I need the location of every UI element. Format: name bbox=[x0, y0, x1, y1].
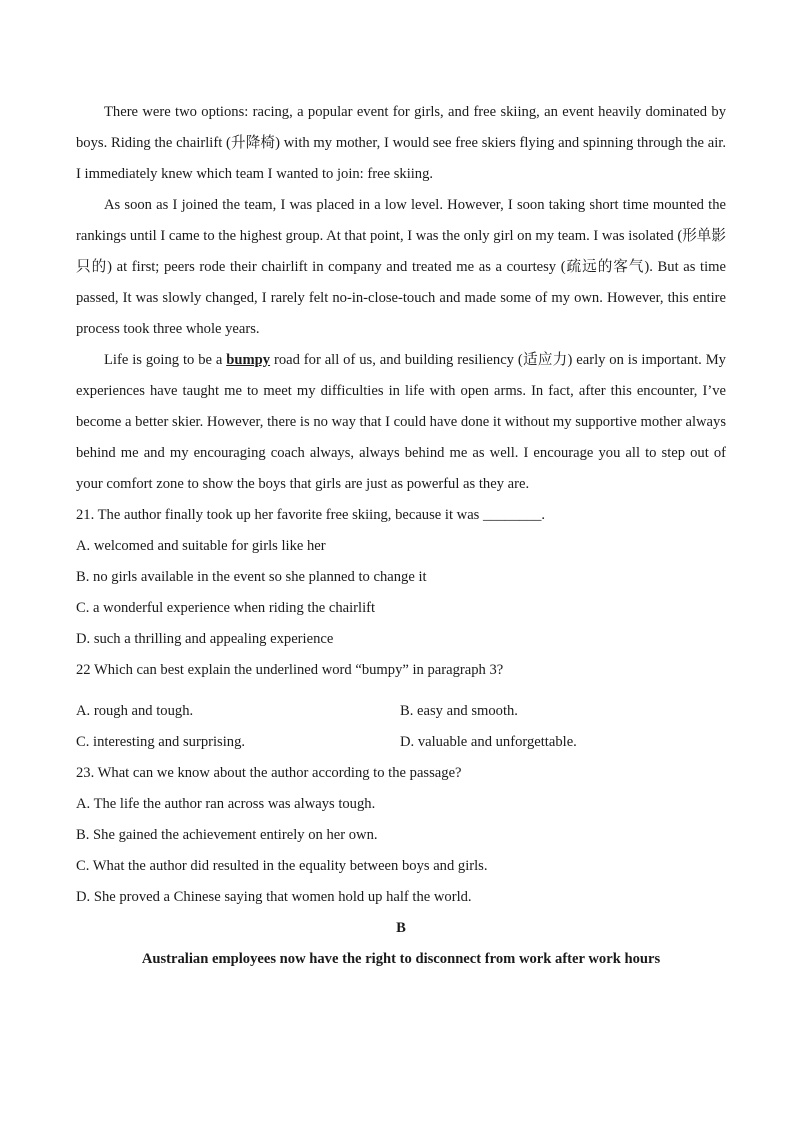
question-21-option-d: D. such a thrilling and appealing experience bbox=[76, 631, 334, 647]
question-22-options-row-2 bbox=[76, 727, 726, 758]
question-23-option-a: A. The life the author ran across was always tough. bbox=[76, 796, 376, 812]
question-23-option-d: D. She proved a Chinese saying that women hold up half the world. bbox=[76, 889, 472, 905]
passage-paragraph-2: As soon as I joined the team, I was placed in a low level. However, I soon taking short time mounted the rankings until I came to the highest group. At that point, I was the only girl on my team. I was isolated (形单影只的) at first; peers rode their chairlift in company and treated me as a courtesy (疏远的客气). But as time passed, It was slowly changed, I rarely felt no-in-close-touch and made some of my own. However, this entire process took three whole years. bbox=[76, 197, 726, 337]
question-22-options-row-1 bbox=[76, 696, 726, 727]
passage-paragraph-1: There were two options: racing, a popular event for girls, and free skiing, an event heavily dominated by boys. Riding the chairlift (升降椅) with my mother, I would see free skiers flying and spinning through the air. I immediately knew which team I wanted to join: free skiing. bbox=[76, 104, 726, 182]
paragraph-3-text-end: road for all of us, and building resiliency (适应力) early on is important. My experiences have taught me to meet my difficulties in life with open arms. In fact, after this encounter, I’ve become a better skier. However, there is no way that I could have done it without my supportive mother always behind me and my encouraging coach always, always behind me as well. I encourage you all to step out of your comfort zone to show the boys that girls are just as powerful as they are. bbox=[76, 352, 726, 492]
underlined-keyword: bumpy bbox=[226, 352, 271, 368]
section-b-letter: B bbox=[396, 920, 406, 936]
question-23-option-b: B. She gained the achievement entirely on her own. bbox=[76, 827, 378, 843]
question-22-option-d: D. valuable and unforgettable. bbox=[400, 734, 577, 750]
document-page bbox=[76, 97, 726, 975]
question-23-option-c: C. What the author did resulted in the equality between boys and girls. bbox=[76, 858, 488, 874]
question-22-option-c: C. interesting and surprising. bbox=[76, 734, 246, 750]
passage-paragraph-3 bbox=[76, 345, 726, 500]
question-21-option-c: C. a wonderful experience when riding the chairlift bbox=[76, 600, 376, 616]
question-21-option-b: B. no girls available in the event so she planned to change it bbox=[76, 569, 427, 585]
section-b-title: Australian employees now have the right to disconnect from work after work hours bbox=[141, 951, 661, 967]
question-22-stem: 22 Which can best explain the underlined word “bumpy” in paragraph 3? bbox=[76, 662, 504, 678]
question-21-option-a: A. welcomed and suitable for girls like her bbox=[76, 538, 326, 554]
question-22-option-a: A. rough and tough. bbox=[76, 703, 194, 719]
question-22-option-b: B. easy and smooth. bbox=[400, 703, 518, 719]
paragraph-3-text-start: Life is going to be a bbox=[104, 352, 227, 368]
question-21-stem: 21. The author finally took up her favorite free skiing, because it was ________. bbox=[76, 507, 546, 523]
question-23-stem: 23. What can we know about the author according to the passage? bbox=[76, 765, 462, 781]
